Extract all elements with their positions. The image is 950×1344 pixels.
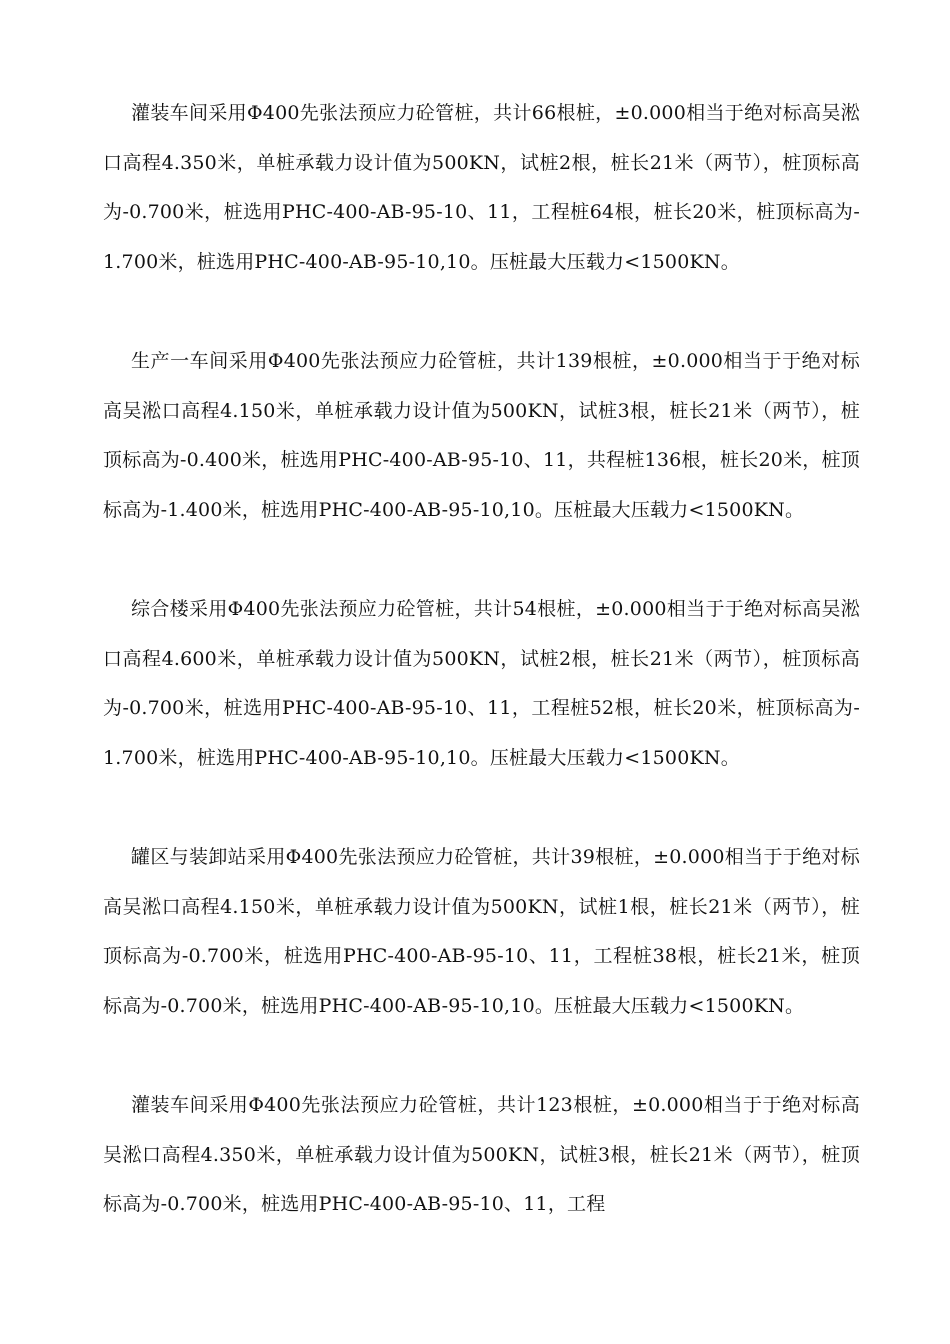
paragraph-production-workshop-1: 生产一车间采用Φ400先张法预应力砼管桩，共计139根桩，±0.000相当于于绝对标高吴淞口高程4.150米，单桩承载力设计值为500KN，试桩3根，桩长21米（两节），桩顶标高为-0.400米，桩选用PHC-400-AB-95-10、11，共程桩136根，桩长20米，桩顶标高为-1.400米，桩选用PHC-400-AB-95-10,10。压桩最大压载力<1500KN。 [103,350,860,521]
paragraph-filling-workshop: 灌装车间采用Φ400先张法预应力砼管桩，共计66根桩，±0.000相当于绝对标高吴淞口高程4.350米，单桩承载力设计值为500KN，试桩2根，桩长21米（两节），桩顶标高为-0.700米，桩选用PHC-400-AB-95-10、11，工程桩64根，桩长20米，桩顶标高为-1.700米，桩选用PHC-400-AB-95-10,10。压桩最大压载力<1500KN。 [103,102,860,273]
paragraph-office-building: 综合楼采用Φ400先张法预应力砼管桩，共计54根桩，±0.000相当于于绝对标高吴淞口高程4.600米，单桩承载力设计值为500KN，试桩2根，桩长21米（两节），桩顶标高为-0.700米，桩选用PHC-400-AB-95-10、11，工程桩52根，桩长20米，桩顶标高为-1.700米，桩选用PHC-400-AB-95-10,10。压桩最大压载力<1500KN。 [103,598,860,769]
paragraph-filling-workshop-2: 灌装车间采用Φ400先张法预应力砼管桩，共计123根桩，±0.000相当于于绝对标高吴淞口高程4.350米，单桩承载力设计值为500KN，试桩3根，桩长21米（两节），桩顶标高为-0.700米，桩选用PHC-400-AB-95-10、11，工程 [103,1094,860,1216]
paragraph-tank-area-loading-station: 罐区与装卸站采用Φ400先张法预应力砼管桩，共计39根桩，±0.000相当于于绝对标高吴淞口高程4.150米，单桩承载力设计值为500KN，试桩1根，桩长21米（两节），桩顶标高为-0.700米，桩选用PHC-400-AB-95-10、11，工程桩38根，桩长21米，桩顶标高为-0.700米，桩选用PHC-400-AB-95-10,10。压桩最大压载力<1500KN。 [103,846,860,1017]
